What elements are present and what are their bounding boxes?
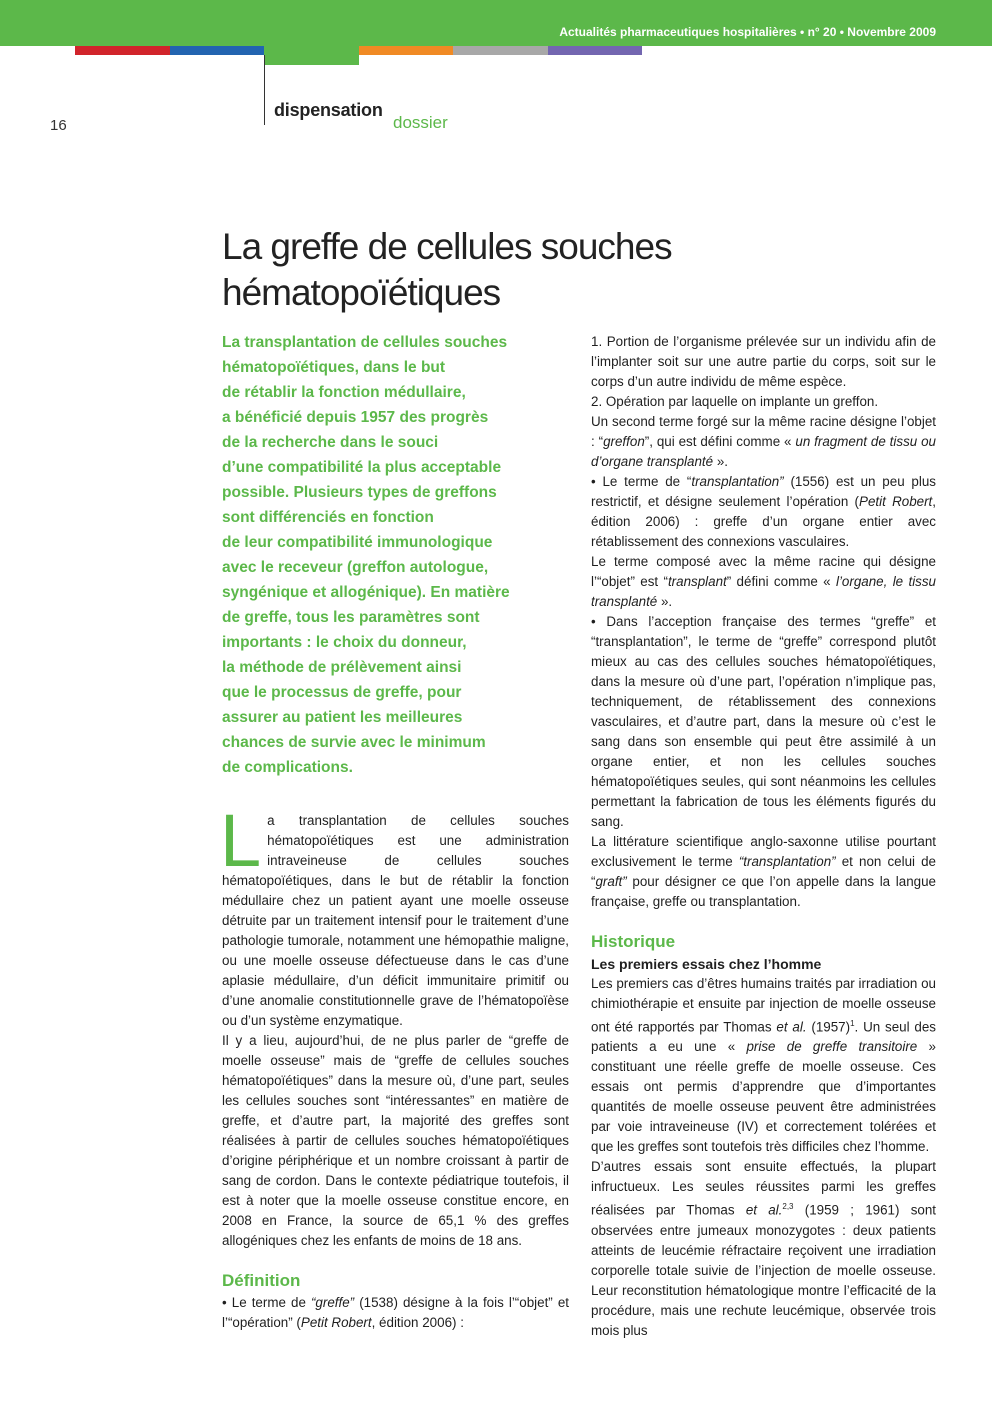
color-strip-green bbox=[264, 46, 359, 65]
definition-paragraph-4 bbox=[591, 552, 936, 612]
intro-paragraph-2: Il y a lieu, aujourd’hui, de ne plus parler de “greffe de moelle osseuse” mais de “greffe de cellules souches hématopoïétiques” dans la mesure où, d’une part, seules les cellules souches sont “intéressantes” en matière de greffe, et d’autre part, la majorité des greffes sont réalisées à partir de cellules souches hématopoïétiques d’origine périphérique et un nombre croissant à partir de sang de cordon. Dans le contexte pédiatrique toutefois, il est à noter que la moelle osseuse constitue encore, en 2008 en France, la source de 65,1 % des greffes allogéniques chez les enfants de moins de 18 ans. bbox=[222, 1033, 569, 1248]
lead-line: avec le receveur (greffon autologue, bbox=[222, 559, 489, 576]
text-run-italic: “transplantation” bbox=[738, 854, 836, 869]
text-run: , édition 2006) : bbox=[371, 1315, 464, 1330]
definition-paragraph-1 bbox=[222, 1293, 569, 1333]
article-title bbox=[222, 224, 942, 316]
text-run: ” défini comme « bbox=[726, 574, 836, 589]
lead-line: assurer au patient les meilleures bbox=[222, 709, 463, 726]
text-run: pour désigner ce que l’on appelle dans la langue française, greffe ou transplantation. bbox=[591, 874, 936, 909]
lead-line: de complications. bbox=[222, 759, 353, 776]
color-strip-grey bbox=[453, 46, 548, 55]
text-run-italic: un fragment de tissu ou d’organe transplanté bbox=[591, 434, 937, 469]
text-run: » constituant une réelle greffe de moelle osseuse. Ces essais ont permis d’apprendre que d’importantes quantités de moelle osseuse peuvent être administrées par voie intraveineuse (IV) et correctement tolérées et que les greffes sont toutefois très difficiles chez l’homme. bbox=[591, 1039, 936, 1155]
definition-item-2: 2. Opération par laquelle on implante un greffon. bbox=[591, 394, 879, 409]
definition-paragraph-2 bbox=[591, 412, 936, 472]
reference-marker: 2,3 bbox=[782, 1202, 794, 1212]
definition-item-1: 1. Portion de l’organisme prélevée sur un individu afin de l’implanter soit sur une autre partie du corps, soit sur le corps d’un autre individu de même espèce. bbox=[591, 334, 936, 389]
reference-marker: 1 bbox=[850, 1019, 855, 1028]
historique-paragraph-1 bbox=[591, 974, 936, 1157]
header-divider bbox=[264, 55, 265, 125]
text-run: (1959 ; 1961) sont observées entre jumeaux monozygotes : deux patients atteints de leucémie réfractaire reçoivent une irradiation corporelle totale suivie de l’injection de moelle osseuse. Leur reconstitution hématologique montre l’efficacité de la procédure, mais une rechute leucémique, observée trois mois plus bbox=[591, 1202, 937, 1338]
journal-title: Actualités pharmaceutiques hospitalières • n° 20 • Novembre 2009 bbox=[559, 25, 936, 39]
text-run-italic: prise de greffe transitoire bbox=[746, 1039, 918, 1055]
definition-heading: Définition bbox=[222, 1271, 301, 1290]
lead-line: La transplantation de cellules souches bbox=[222, 334, 508, 351]
text-run: • Le terme de bbox=[222, 1295, 311, 1310]
text-run: et non celui de “ bbox=[591, 854, 937, 889]
text-run-italic: transplant bbox=[667, 574, 727, 589]
lead-line: possible. Plusieurs types de greffons bbox=[222, 484, 497, 501]
text-run: (1556) est un peu plus restrictif, et désigne seulement l’opération ( bbox=[591, 474, 936, 509]
left-column bbox=[220, 799, 569, 1333]
text-run-italic: greffon bbox=[603, 434, 645, 449]
lead-line: de la recherche dans le souci bbox=[222, 434, 439, 451]
color-strip-blue bbox=[170, 46, 265, 55]
color-strip-red bbox=[75, 46, 170, 55]
text-run-italic: graft” bbox=[595, 874, 627, 889]
text-run-italic: Petit Robert bbox=[859, 494, 933, 509]
text-run: Le terme composé avec la même racine qui désigne l’“objet” est “ bbox=[591, 554, 936, 589]
lead-line: de greffe, tous les paramètres sont bbox=[222, 609, 480, 626]
section-label: dispensation bbox=[274, 100, 383, 120]
definition-paragraph-6 bbox=[591, 832, 936, 912]
lead-line: importants : le choix du donneur, bbox=[222, 634, 467, 651]
text-run: Les premiers cas d’êtres humains traités par irradiation ou chimiothérapie et ensuite par injection de moelle osseuse ont été rapportés par Thomas bbox=[591, 976, 936, 1035]
lead-line: syngénique et allogénique). En matière bbox=[222, 584, 510, 601]
text-run: , édition 2006) : greffe d’un organe entier avec rétablissement des connexions vasculaires. bbox=[591, 494, 936, 549]
historique-heading: Historique bbox=[591, 932, 676, 951]
text-run-italic: Petit Robert bbox=[300, 1315, 372, 1330]
lead-line: d’une compatibilité la plus acceptable bbox=[222, 459, 502, 476]
text-run-italic: “greffe” bbox=[310, 1295, 355, 1310]
lead-line: que le processus de greffe, pour bbox=[222, 684, 462, 701]
lead-line: de leur compatibilité immunologique bbox=[222, 534, 493, 551]
lead-line: la méthode de prélèvement ainsi bbox=[222, 659, 462, 676]
text-run: Un second terme forgé sur la même racine désigne l’objet : “ bbox=[591, 414, 936, 449]
text-run-italic: et al. bbox=[776, 1019, 807, 1035]
right-column bbox=[591, 332, 936, 1341]
lead-line: de rétablir la fonction médullaire, bbox=[222, 384, 466, 401]
intro-paragraph-1 bbox=[220, 799, 569, 1031]
color-strip-purple bbox=[548, 46, 642, 55]
text-run-italic: l’organe, le tissu transplanté bbox=[591, 574, 937, 609]
lead-line: sont différenciés en fonction bbox=[222, 509, 434, 526]
title-line-1: La greffe de cellules souches bbox=[222, 226, 672, 267]
lead-paragraph bbox=[222, 330, 572, 780]
text-run: . Un seul des patients a eu une « bbox=[591, 1019, 936, 1055]
title-line-2: hématopoïétiques bbox=[222, 272, 501, 313]
text-run: (1538) désigne à la fois l’“objet” et l’“opération” ( bbox=[222, 1295, 569, 1330]
lead-line: a bénéficié depuis 1957 des progrès bbox=[222, 409, 489, 426]
definition-paragraph-5: • Dans l’acception française des termes “greffe” et “transplantation”, le terme de “greffe” correspond plutôt mieux au cas des cellules souches hématopoïétiques, dans la mesure où d’une part, l’opération n’implique pas, techniquement, de rétablissement des connexions vasculaires, et d’autre part, dans la mesure où c’est le sang dans son ensemble qui peut être assimilé à un organe entier, et non les cellules souches hématopoïétiques seules, qui sont néanmoins les cellules permettant la fabrication de tous les éléments figurés du sang. bbox=[591, 614, 936, 829]
lead-line: chances de survie avec le minimum bbox=[222, 734, 486, 751]
lead-line: hématopoïétiques, dans le but bbox=[222, 359, 446, 376]
text-run: (1957) bbox=[806, 1019, 851, 1035]
header-bar bbox=[0, 0, 992, 46]
text-run: La littérature scientifique anglo-saxonne utilise pourtant exclusivement le terme bbox=[591, 834, 936, 869]
text-run: • Le terme de “ bbox=[591, 474, 692, 489]
text-run-italic: et al. bbox=[745, 1202, 783, 1218]
text-run: ». bbox=[657, 594, 673, 609]
text-run: D’autres essais sont ensuite effectués, la plupart infructueux. Les seules réussites parmi les greffes réalisées par Thomas bbox=[591, 1159, 936, 1218]
color-strip-orange bbox=[359, 46, 453, 55]
intro-text-1: a transplantation de cellules souches hématopoïétiques est une administration intraveineuse de cellules souches hématopoïétiques, dans le but de rétablir la fonction médullaire chez un patient ayant une moelle osseuse détruite par un traitement intensif pour le traitement d’une pathologie tumorale, notamment une hémopathie maligne, ou une moelle osseuse défectueuse dans le cas d’une aplasie médullaire, d’un déficit immunitaire primitif ou d’une anomalie constitutionnelle grave de l’hématopoïèse ou d’un système enzymatique. bbox=[222, 813, 569, 1028]
page-number: 16 bbox=[50, 117, 67, 134]
text-run-italic: transplantation” bbox=[691, 474, 784, 489]
historique-subheading: Les premiers essais chez l’homme bbox=[591, 956, 822, 972]
section-sublabel: dossier bbox=[393, 113, 448, 132]
text-run: ». bbox=[713, 454, 728, 469]
text-run: ”, qui est défini comme « bbox=[644, 434, 796, 449]
historique-paragraph-2 bbox=[591, 1157, 936, 1340]
dropcap: L bbox=[220, 799, 262, 882]
definition-paragraph-3 bbox=[591, 472, 936, 552]
